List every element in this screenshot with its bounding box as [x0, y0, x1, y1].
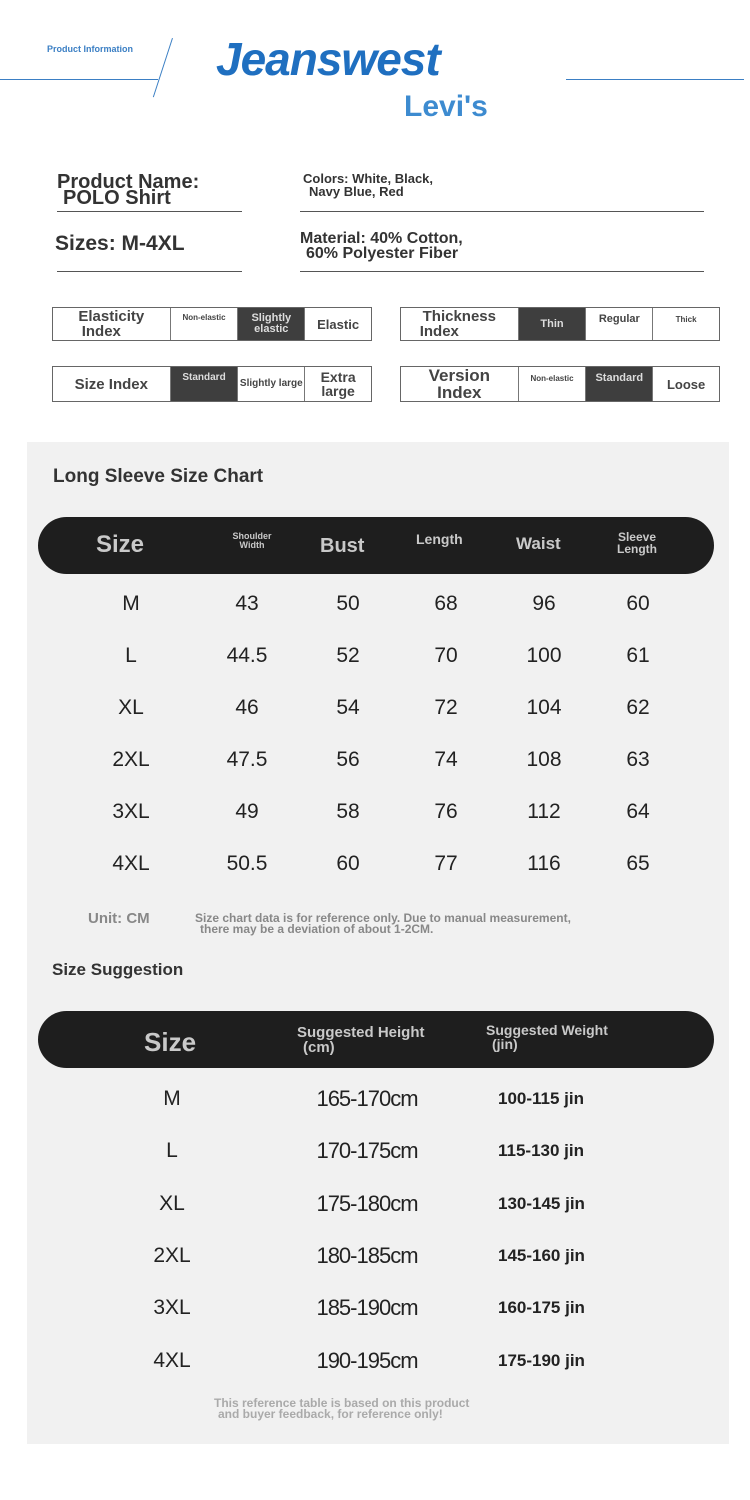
suggestion-header	[38, 1011, 714, 1068]
cell-sleeve-length: 65	[626, 852, 650, 875]
suggestion-height: 180-185cm	[316, 1242, 418, 1268]
size-suggestion-title: Size Suggestion	[52, 960, 184, 979]
cell-length: 74	[434, 748, 458, 771]
cell-waist: 96	[532, 592, 556, 615]
cell-shoulder-width: 46	[235, 696, 259, 719]
option-slightly-large: Slightly large	[237, 367, 304, 401]
cell-shoulder-width: 49	[235, 800, 259, 823]
suggestion-height: 175-180cm	[316, 1190, 418, 1216]
colors-line-1: Colors: White, Black,	[303, 171, 434, 186]
suggestion-weight: 100-115 jin	[498, 1089, 585, 1108]
suggestion-size: 2XL	[153, 1243, 191, 1267]
colors-underline	[300, 211, 704, 212]
option-thin: Thin	[518, 308, 586, 340]
header-size: Size	[96, 531, 145, 558]
sizes-underline	[57, 271, 242, 272]
suggestion-header-height: Suggested Height (cm)	[297, 1024, 425, 1056]
suggestion-header-size: Size	[144, 1027, 197, 1057]
cell-size: L	[125, 644, 137, 667]
option-extra-large: Extra large	[304, 367, 371, 401]
thickness-index-row	[400, 307, 720, 341]
cell-waist: 104	[526, 696, 562, 719]
cell-length: 68	[434, 592, 458, 615]
header-shoulder-width: Shoulder Width	[232, 531, 272, 550]
cell-shoulder-width: 47.5	[226, 748, 268, 771]
cell-waist: 112	[527, 800, 561, 823]
cell-sleeve-length: 60	[626, 592, 650, 615]
option-thick: Thick	[652, 308, 719, 340]
product-name-underline	[57, 211, 242, 212]
elasticity-index-row	[52, 307, 372, 341]
cell-bust: 58	[336, 800, 360, 823]
cell-bust: 50	[336, 592, 360, 615]
option-slightly-elastic: Slightly elastic	[237, 308, 304, 340]
suggestion-weight: 175-190 jin	[498, 1350, 585, 1370]
size-index-row	[52, 366, 372, 402]
cell-length: 77	[434, 852, 458, 875]
option-non-elastic: Non-elastic	[170, 308, 238, 340]
option-loose: Loose	[652, 367, 719, 401]
option-regular: Regular	[585, 308, 652, 340]
elasticity-index-label: Elasticity Index	[78, 308, 145, 340]
suggestion-weight: 145-160 jin	[498, 1245, 585, 1265]
header-length: Length	[416, 531, 463, 547]
version-index-row	[400, 366, 720, 402]
option-elastic: Elastic	[304, 308, 371, 340]
suggestion-size: M	[163, 1087, 181, 1110]
thickness-index-label: Thickness Index	[419, 308, 496, 340]
header-left-rule	[0, 79, 158, 80]
size-chart-header	[38, 517, 714, 574]
cell-sleeve-length: 64	[626, 800, 650, 823]
material-underline	[300, 271, 704, 272]
cell-waist: 108	[526, 748, 562, 771]
cell-shoulder-width: 50.5	[226, 852, 268, 875]
suggestion-size: 3XL	[153, 1296, 191, 1320]
unit-label: Unit: CM	[88, 910, 150, 927]
cell-size: 4XL	[112, 852, 150, 875]
cell-sleeve-length: 63	[626, 748, 650, 771]
size-index-label: Size Index	[74, 375, 148, 393]
suggestion-footer-line-1: This reference table is based on this product	[214, 1396, 470, 1410]
product-information-label: Product Information	[47, 44, 133, 54]
suggestion-height: 170-175cm	[316, 1138, 418, 1164]
suggestion-size: L	[166, 1139, 178, 1163]
header-bust: Bust	[320, 535, 365, 557]
cell-bust: 56	[336, 748, 360, 771]
size-chart-title: Long Sleeve Size Chart	[53, 466, 264, 487]
cell-bust: 54	[336, 696, 360, 719]
suggestion-size: 4XL	[153, 1348, 191, 1372]
header-right-rule	[566, 79, 744, 80]
cell-size: XL	[118, 696, 144, 719]
product-name-label: Product Name:	[57, 171, 200, 193]
suggestion-weight: 130-145 jin	[498, 1193, 585, 1213]
cell-shoulder-width: 44.5	[226, 644, 268, 667]
cell-length: 76	[434, 800, 458, 823]
suggestion-height: 190-195cm	[316, 1347, 418, 1373]
suggestion-height: 185-190cm	[316, 1295, 418, 1321]
header-slash-divider	[153, 38, 173, 97]
brand-logo: Jeanswest	[216, 33, 440, 85]
option-version-standard: Standard	[585, 367, 652, 401]
cell-length: 70	[434, 644, 458, 667]
size-chart-note-line-2: there may be a deviation of about 1-2CM.	[200, 922, 434, 936]
version-index-label: Version Index	[428, 366, 491, 402]
header-waist: Waist	[516, 534, 561, 553]
cell-size: 2XL	[112, 748, 150, 771]
colors-line-2: Navy Blue, Red	[309, 184, 404, 199]
size-chart-note-line-1: Size chart data is for reference only. Due to manual measurement,	[195, 911, 571, 925]
cell-size: 3XL	[112, 800, 150, 823]
cell-waist: 116	[527, 852, 561, 875]
cell-sleeve-length: 62	[626, 696, 650, 719]
cell-waist: 100	[526, 644, 562, 667]
sizes-range: Sizes: M-4XL	[55, 232, 185, 255]
cell-bust: 52	[336, 644, 360, 667]
cell-length: 72	[434, 696, 458, 719]
option-standard: Standard	[170, 367, 238, 401]
suggestion-weight: 160-175 jin	[498, 1298, 585, 1318]
header-sleeve-length: Sleeve Length	[617, 530, 657, 556]
cell-size: M	[122, 592, 140, 615]
cell-bust: 60	[336, 852, 360, 875]
cell-sleeve-length: 61	[626, 644, 650, 667]
suggestion-weight: 115-130 jin	[498, 1141, 585, 1161]
suggestion-footer-line-2: and buyer feedback, for reference only!	[218, 1407, 443, 1421]
sub-brand-name: Levi's	[404, 90, 488, 123]
suggestion-size: XL	[159, 1191, 185, 1215]
material-line-2: 60% Polyester Fiber	[306, 245, 459, 262]
cell-shoulder-width: 43	[235, 592, 259, 615]
suggestion-header-weight: Suggested Weight (jin)	[486, 1022, 608, 1052]
suggestion-height: 165-170cm	[316, 1086, 418, 1111]
material-line-1: Material: 40% Cotton,	[300, 230, 463, 247]
product-name-value: POLO Shirt	[63, 187, 171, 209]
option-version-non-elastic: Non-elastic	[518, 367, 586, 401]
